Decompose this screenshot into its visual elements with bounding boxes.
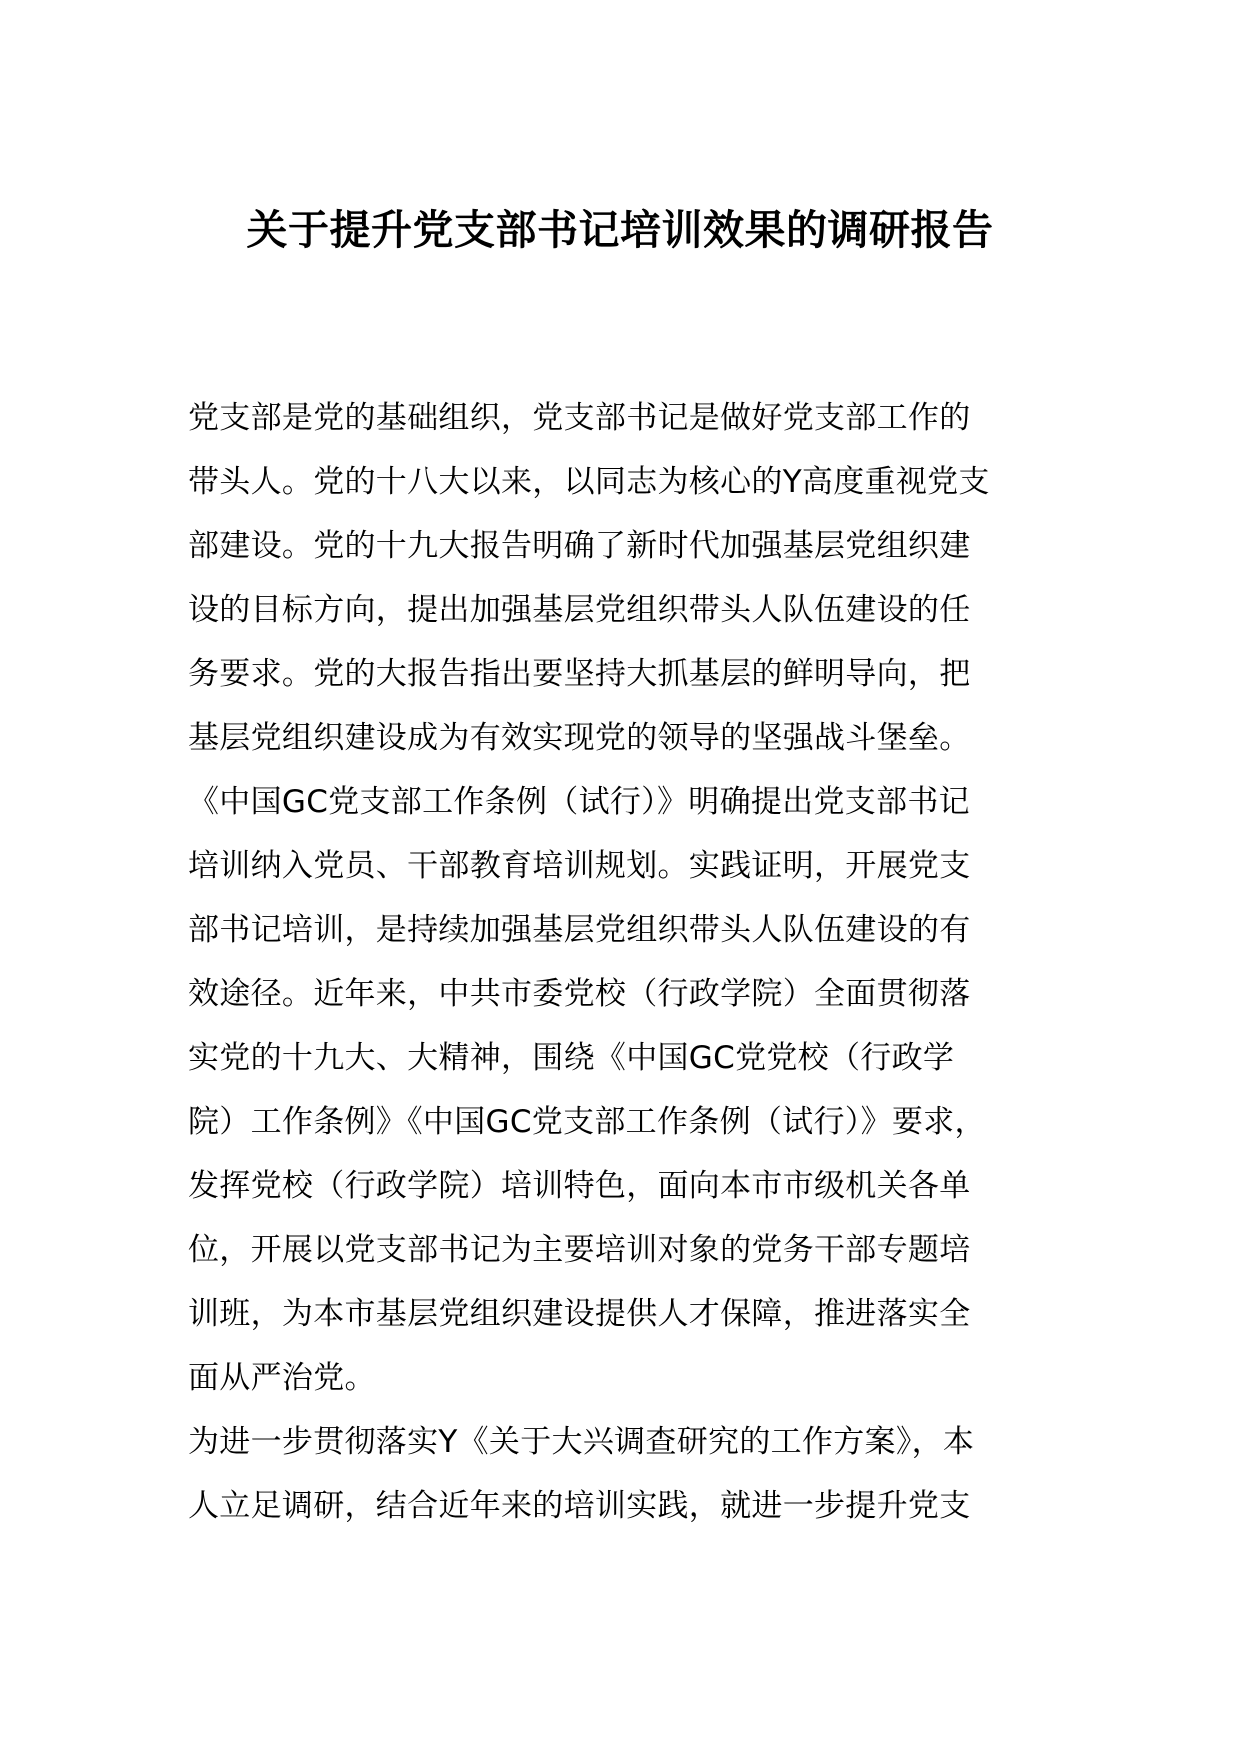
body-line: 部建设。党的十九大报告明确了新时代加强基层党组织建 xyxy=(188,528,971,564)
body-line: 设的目标方向，提出加强基层党组织带头人队伍建设的任 xyxy=(188,592,971,628)
body-line: 训班，为本市基层党组织建设提供人才保障，推进落实全 xyxy=(188,1296,971,1332)
body-line: 面从严治党。 xyxy=(188,1360,376,1396)
body-line: 党支部是党的基础组织，党支部书记是做好党支部工作的 xyxy=(188,400,971,436)
body-line: 发挥党校（行政学院）培训特色，面向本市市级机关各单 xyxy=(188,1168,971,1204)
body-line: 院）工作条例》《中国GC党支部工作条例（试行）》要求， xyxy=(188,1104,986,1140)
document-title: 关于提升党支部书记培训效果的调研报告 xyxy=(246,206,994,254)
body-line: 效途径。近年来，中共市委党校（行政学院）全面贯彻落 xyxy=(188,976,971,1012)
body-line: 部书记培训，是持续加强基层党组织带头人队伍建设的有 xyxy=(188,912,971,948)
body-line: 人立足调研，结合近年来的培训实践，就进一步提升党支 xyxy=(188,1488,971,1524)
body-line: 基层党组织建设成为有效实现党的领导的坚强战斗堡垒。 xyxy=(188,720,971,756)
body-line: 《中国GC党支部工作条例（试行）》明确提出党支部书记 xyxy=(188,784,970,820)
body-line: 务要求。党的大报告指出要坚持大抓基层的鲜明导向，把 xyxy=(188,656,971,692)
body-line: 位，开展以党支部书记为主要培训对象的党务干部专题培 xyxy=(188,1232,971,1268)
body-line: 为进一步贯彻落实Y《关于大兴调查研究的工作方案》，本 xyxy=(188,1424,975,1460)
body-line: 带头人。党的十八大以来，以同志为核心的Y高度重视党支 xyxy=(188,464,990,500)
body-line: 实党的十九大、大精神，围绕《中国GC党党校（行政学 xyxy=(188,1040,955,1076)
body-line: 培训纳入党员、干部教育培训规划。实践证明，开展党支 xyxy=(188,848,971,884)
